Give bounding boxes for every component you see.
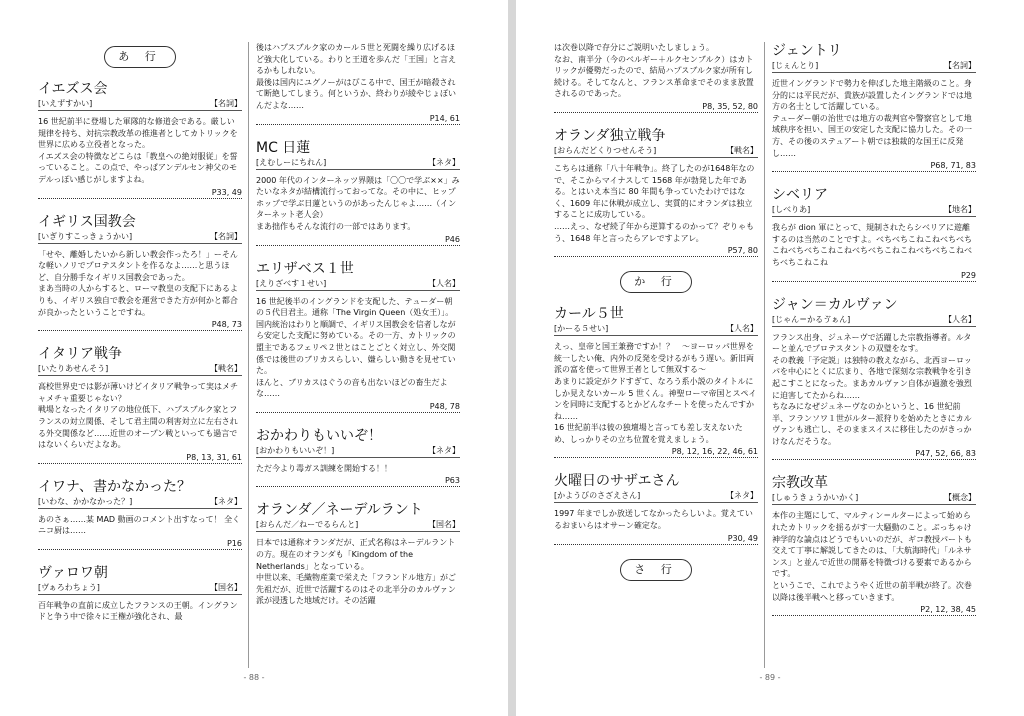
entry-category: 【概念】	[944, 493, 976, 503]
entry-reading: [えむしーにちれん]	[256, 157, 327, 167]
glossary-entry	[256, 427, 460, 488]
glossary-entry	[256, 139, 460, 246]
entry-reading: [おらんだどくりつせんそう]	[554, 145, 657, 155]
glossary-entry	[554, 127, 758, 257]
glossary-entry	[38, 345, 242, 464]
entry-body	[772, 222, 976, 268]
left-column-1	[38, 42, 242, 668]
entry-term: カール５世	[554, 306, 624, 323]
entry-body	[38, 116, 242, 186]
entry-continuation	[554, 42, 758, 113]
entry-reading: [おらんだ／ねーでるらんと]	[256, 520, 359, 530]
entry-body	[38, 600, 242, 623]
entry-paragraph: 後はハプスブルク家のカール５世と死闘を繰り広げるほど強大化している。わりと王道を歩んだ「王国」と言えるかもしれない。	[256, 43, 456, 76]
entry-category: 【ネタ】	[210, 496, 242, 506]
glossary-entry	[772, 42, 976, 172]
entry-paragraph: 国内統治はわりと順調で、イギリス国教会を信者しながら安定した支配に努めている。その一方、カトリックの盟主であるフェリペ２世とはことごとく対立し、外交関係では後世のブリカスらしい、嫌らしい動きを見せていた。	[256, 319, 456, 376]
entry-term: オランダ／ネーデルラント	[256, 502, 423, 519]
entry-paragraph: まあ拙作もそんな流行の一部ではあります。	[256, 221, 416, 231]
entry-body	[554, 508, 758, 531]
entry-paragraph: テューダー朝の治世では地方の裁判官や警察官として地域秩序を担い、国王の安定した支配に協力した。その一方、その後のステュアート朝では独裁的な国王に反発し……	[772, 113, 972, 158]
entry-page-refs: P8, 35, 52, 80	[554, 102, 758, 113]
entry-category: 【人名】	[726, 324, 758, 334]
kana-section-heading: か 行	[620, 271, 692, 293]
entry-reading: [いたりあせんそう]	[38, 364, 109, 374]
entry-page-refs: P14, 61	[256, 114, 460, 125]
entry-reading-row	[38, 497, 242, 509]
entry-page-refs: P57, 80	[554, 246, 758, 257]
entry-reading-row	[38, 364, 242, 376]
entry-page-refs: P2, 12, 38, 45	[772, 605, 976, 616]
entry-category: 【名詞】	[944, 61, 976, 70]
glossary-entry	[554, 305, 758, 458]
entry-body	[38, 249, 242, 319]
right-column-2	[772, 42, 976, 668]
entry-term: ジェントリ	[772, 43, 842, 59]
entry-reading: [しゅうきょうかいかく]	[772, 493, 859, 503]
entry-page-refs: P46	[256, 235, 460, 246]
entry-reading-row	[256, 520, 460, 532]
entry-paragraph: なお、南半分（今のベルギー＋ルクセンブルク）はカトリックが優勢だったので、結局ハプスブルク家が所有し続ける。そしてなんと、フランス革命までそのまま放置されるのであった。	[554, 54, 754, 99]
entry-body	[554, 341, 758, 445]
entry-body	[38, 381, 242, 451]
entry-reading: [えりざべす１せい]	[256, 278, 327, 288]
entry-paragraph: ちなみになぜジュネーヴなのかというと、16 世紀前半、フランソワ１世がルター派狩りを始めたときにカルヴァンも逃亡し、そのままスイスに移住したのがきっかけなんだそうな。	[772, 402, 972, 446]
entry-continuation	[256, 42, 460, 125]
right-page	[516, 0, 1024, 716]
entry-body	[256, 296, 460, 400]
entry-body	[256, 42, 460, 112]
entry-category: 【国名】	[428, 520, 460, 530]
entry-paragraph: あのさぁ……某 MAD 動画のコメント出すなって！ 全くニコ厨は……	[38, 514, 241, 536]
entry-page-refs: P48, 73	[38, 320, 242, 331]
entry-page-refs: P63	[256, 476, 460, 487]
glossary-entry	[38, 478, 242, 550]
entry-term: ジャン＝カルヴァン	[772, 296, 898, 313]
entry-paragraph: 最後は国内にユグノーがはびこる中で、国王が暗殺されて断絶してしまう。何というか、終わりが綾やじょぼいんだよな……	[256, 77, 456, 110]
entry-page-refs: P8, 13, 31, 61	[38, 453, 242, 464]
entry-reading: [ヴぁろわちょう]	[38, 582, 100, 592]
entry-term: イエズス会	[38, 81, 108, 97]
entry-term: エリザベス１世	[256, 260, 354, 277]
entry-term: イギリス国教会	[38, 213, 136, 230]
glossary-entry	[38, 213, 242, 332]
entry-paragraph: その教義「予定説」は独特の教えながら、北西ヨーロッパを中心にとくに広まり、各地で深刻な宗教戦争を引き起こすことになった。まあカルヴァン自体が過激を強烈に迫害してたからね……	[772, 355, 972, 400]
entry-paragraph: あまりに設定がクドすぎて、なろう系小説のタイトルにしか見えないカール 5 世くん。神聖ローマ帝国とスペインを同時に支配するとかどんなチートを使ったんですかね……	[554, 376, 757, 421]
glossary-entry	[256, 501, 460, 607]
entry-reading: [かーる５せい]	[554, 324, 609, 334]
entry-reading-row	[772, 493, 976, 505]
entry-page-refs: P29	[772, 271, 976, 282]
entry-term: イタリア戦争	[38, 346, 122, 363]
entry-reading-row	[38, 583, 242, 595]
entry-paragraph: 16 世紀後半のイングランドを支配した、テューダー朝の５代目君主。通称「The Virgin Queen（処女王）」。	[256, 296, 454, 318]
entry-reading-row	[772, 205, 976, 217]
entry-page-refs: P48, 78	[256, 402, 460, 413]
entry-paragraph: 16 世紀前半は彼の独壇場と言っても差し支えないため、しっかりその立ち位置を覚えましょう。	[554, 423, 743, 444]
entry-reading-row	[554, 324, 758, 336]
entry-reading: [いわな、かかなかった？]	[38, 496, 133, 506]
entry-page-refs: P33, 49	[38, 188, 242, 199]
entry-paragraph: 近世イングランドで勢力を伸ばした地主階級のこと。身分的には平民だが、貴族が設置したイングランドでは地方の名士として活躍している。	[772, 79, 972, 112]
entry-page-refs: P8, 12, 16, 22, 46, 61	[554, 447, 758, 458]
entry-term: オランダ独立戦争	[554, 127, 666, 144]
entry-category: 【名詞】	[210, 99, 242, 108]
entry-paragraph: 日本では通称オランダだが、正式名称はネーデルラントの方。現在のオランダも「Kingdom of the Netherlands」となっている。	[256, 538, 456, 571]
entry-paragraph: 「せや、離婚したいから新しい教会作ったろ！」ーそんな軽いノリでプロテスタントを作るなよ……と思うほど、自分勝手なイギリス国教会であった。	[38, 249, 238, 282]
entry-reading-row	[772, 315, 976, 327]
entry-paragraph: は次巻以降で存分にご説明いたしましょう。	[554, 43, 714, 52]
entry-body	[256, 175, 460, 233]
column-divider	[248, 42, 249, 668]
entry-body	[256, 537, 460, 607]
entry-paragraph: 16 世紀前半に登場した軍隊的な修道会である。厳しい規律を持ち、対抗宗教改革の推進者としてカトリックを世界に広める立役者となった。	[38, 117, 238, 150]
entry-reading: [いぎりすこっきょうかい]	[38, 231, 133, 241]
glossary-entry	[772, 186, 976, 281]
entry-body	[38, 514, 242, 537]
entry-paragraph: ただ今より毒ガス訓練を開始する！！	[256, 463, 392, 473]
entry-body	[256, 463, 460, 475]
entry-paragraph: ……えっ、なぜ続了年から逆算するのかって？ぞりゃもう、1648 年と言ったらアレですよアレ。	[554, 221, 754, 243]
entry-paragraph: イエズス会の特徴などこらは「教皇への絶対服従」を誓っていること。この点で、やっぱアンデルセン神父のモデルっぽい感じがしますよね。	[38, 151, 238, 184]
entry-term: ヴァロワ朝	[38, 564, 108, 581]
entry-page-refs: P47, 52, 66, 83	[772, 449, 976, 460]
column-divider	[764, 42, 765, 668]
entry-reading-row	[256, 158, 460, 170]
entry-body	[772, 510, 976, 603]
entry-term: 宗教改革	[772, 475, 828, 492]
entry-paragraph: 戦場となったイタリアの地位低下、ハプスブルク家とフランスの対立関係、そして君主間の利害対立に左右される外交関係など……近世のオープン戦といっても過言ではないくらいだよなあ。	[38, 405, 238, 450]
entry-paragraph: まあ当時の人からすると、ローマ教皇の支配下にあるよりも、イギリス独自で教会を運営できた方が何かと都合が良かったということですね。	[38, 284, 238, 317]
page-number: - 88 -	[243, 673, 265, 682]
entry-reading: [かようびのさざえさん]	[554, 491, 641, 501]
entry-paragraph: えっ、皇帝と国王兼務ですか！？ ～ヨーロッパ世界を統一したい俺、内外の反発を受けるがもう遅い。新旧両派の富を使って世界王者として無双する～	[554, 342, 754, 375]
glossary-entry	[256, 260, 460, 413]
entry-page-refs: P30, 49	[554, 534, 758, 545]
glossary-entry	[772, 296, 976, 461]
entry-paragraph: 1997 年までしか放送してなかったらしいよ。覚えているおまいらはオサーン確定な。	[554, 509, 753, 531]
entry-reading-row	[554, 491, 758, 503]
entry-reading-row	[256, 446, 460, 458]
entry-paragraph: 高校世界史では影が薄いけどイタリア戦争って実はメチャメチャ重要じゃない？	[38, 382, 238, 403]
glossary-entry	[38, 564, 242, 623]
entry-body	[772, 332, 976, 448]
entry-body	[772, 78, 976, 159]
entry-paragraph: フランス出身、ジュネーヴで活躍した宗教指導者。ルターと並んでプロテスタントの双璧をなす。	[772, 332, 972, 354]
entry-category: 【地名】	[944, 205, 976, 215]
entry-page-refs: P16	[38, 539, 242, 550]
entry-category: 【戦名】	[726, 145, 758, 155]
entry-category: 【人名】	[944, 314, 976, 324]
left-column-2	[256, 42, 460, 668]
entry-reading: [いえずすかい]	[38, 99, 93, 108]
left-page	[0, 0, 508, 716]
entry-paragraph: 百年戦争の直前に成立したフランスの王朝。イングランドと争う中で徐々に王権が強化され、最	[38, 600, 238, 622]
entry-term: イワナ、書かなかった？	[38, 478, 192, 495]
entry-paragraph: ほんと、ブリカスはぐうの音も出ないほどの畜生だよな……	[256, 377, 448, 399]
entry-paragraph: 2000 年代のインターネッツ界隈は「〇〇で学ぶ××」みたいなネタが結構流行っておってな。その中に、ヒップホップで学ぶ日蓮というのがあったんじゃよ……（インターネット老人会）	[256, 175, 460, 220]
entry-category: 【ネタ】	[428, 445, 460, 455]
entry-paragraph: こちらは通称「八十年戦争」。終了したのが1648年なので、そこからマイナスして 1568 年が勃発した年である。とはいえ本当に 80 年間も争っていたわけではなく、1609 年に休戦が成立し、実質的にオランダは独立することに成功している。	[554, 163, 755, 220]
entry-body	[554, 42, 758, 100]
entry-category: 【人名】	[428, 278, 460, 288]
glossary-entry	[38, 80, 242, 199]
entry-page-refs: P68, 71, 83	[772, 161, 976, 172]
page-number: - 89 -	[759, 673, 781, 682]
entry-reading: [じぇんとり]	[772, 61, 819, 70]
entry-term: MC 日蓮	[256, 139, 311, 156]
entry-paragraph: 中世以来、毛織物産業で栄えた「フランドル地方」がご先祖だが、近世で活躍するのはその北半分のカルヴァン派が浸透した地域だけ。その活躍	[256, 573, 456, 606]
entry-term: シベリア	[772, 187, 828, 204]
entry-reading-row	[38, 99, 242, 111]
entry-reading-row	[554, 146, 758, 158]
entry-paragraph: 本作の主題にして、マルティン＝ルターによって始められたカトリックを揺るがす一大騒動のこと。ぶっちゃけ神学的な論点はどうでもいいのだが、ギコ教授パートも交えて丁寧に解説してきたのは、「大航海時代」「ルネサンス」と並んで近世の開幕を特徴づける要素であるからです。	[772, 511, 972, 579]
entry-category: 【ネタ】	[726, 491, 758, 501]
entry-category: 【ネタ】	[428, 157, 460, 167]
entry-paragraph: というこで、これでようやく近世の前半戦が終了。次巻以降は後半戦へと移っていきます。	[772, 581, 972, 602]
entry-category: 【国名】	[210, 582, 242, 592]
glossary-entry	[772, 474, 976, 616]
kana-section-heading: さ 行	[620, 559, 692, 581]
entry-category: 【戦名】	[210, 364, 242, 374]
entry-reading: [しべりあ]	[772, 205, 811, 215]
entry-category: 【名詞】	[210, 231, 242, 241]
entry-term: おかわりもいいぞ！	[256, 427, 382, 444]
glossary-entry	[554, 472, 758, 544]
right-column-1	[554, 42, 758, 668]
entry-reading-row	[38, 232, 242, 244]
entry-reading: [じゃん＝かるゔぁん]	[772, 314, 851, 324]
entry-reading-row	[256, 279, 460, 291]
kana-section-heading: あ 行	[104, 46, 176, 68]
entry-body	[554, 163, 758, 244]
entry-reading: [おかわりもいいぞ！]	[256, 445, 335, 455]
entry-term: 火曜日のサザエさん	[554, 473, 680, 490]
entry-reading-row	[772, 61, 976, 73]
entry-paragraph: 我らが dion 軍にとって、規制されたらシベリアに遊離するのは当然のことですよ。べちべちこねこねべちべちこねべちべちこねこねべちべちこねこねべちべちこねべちべちこねこね	[772, 223, 972, 267]
